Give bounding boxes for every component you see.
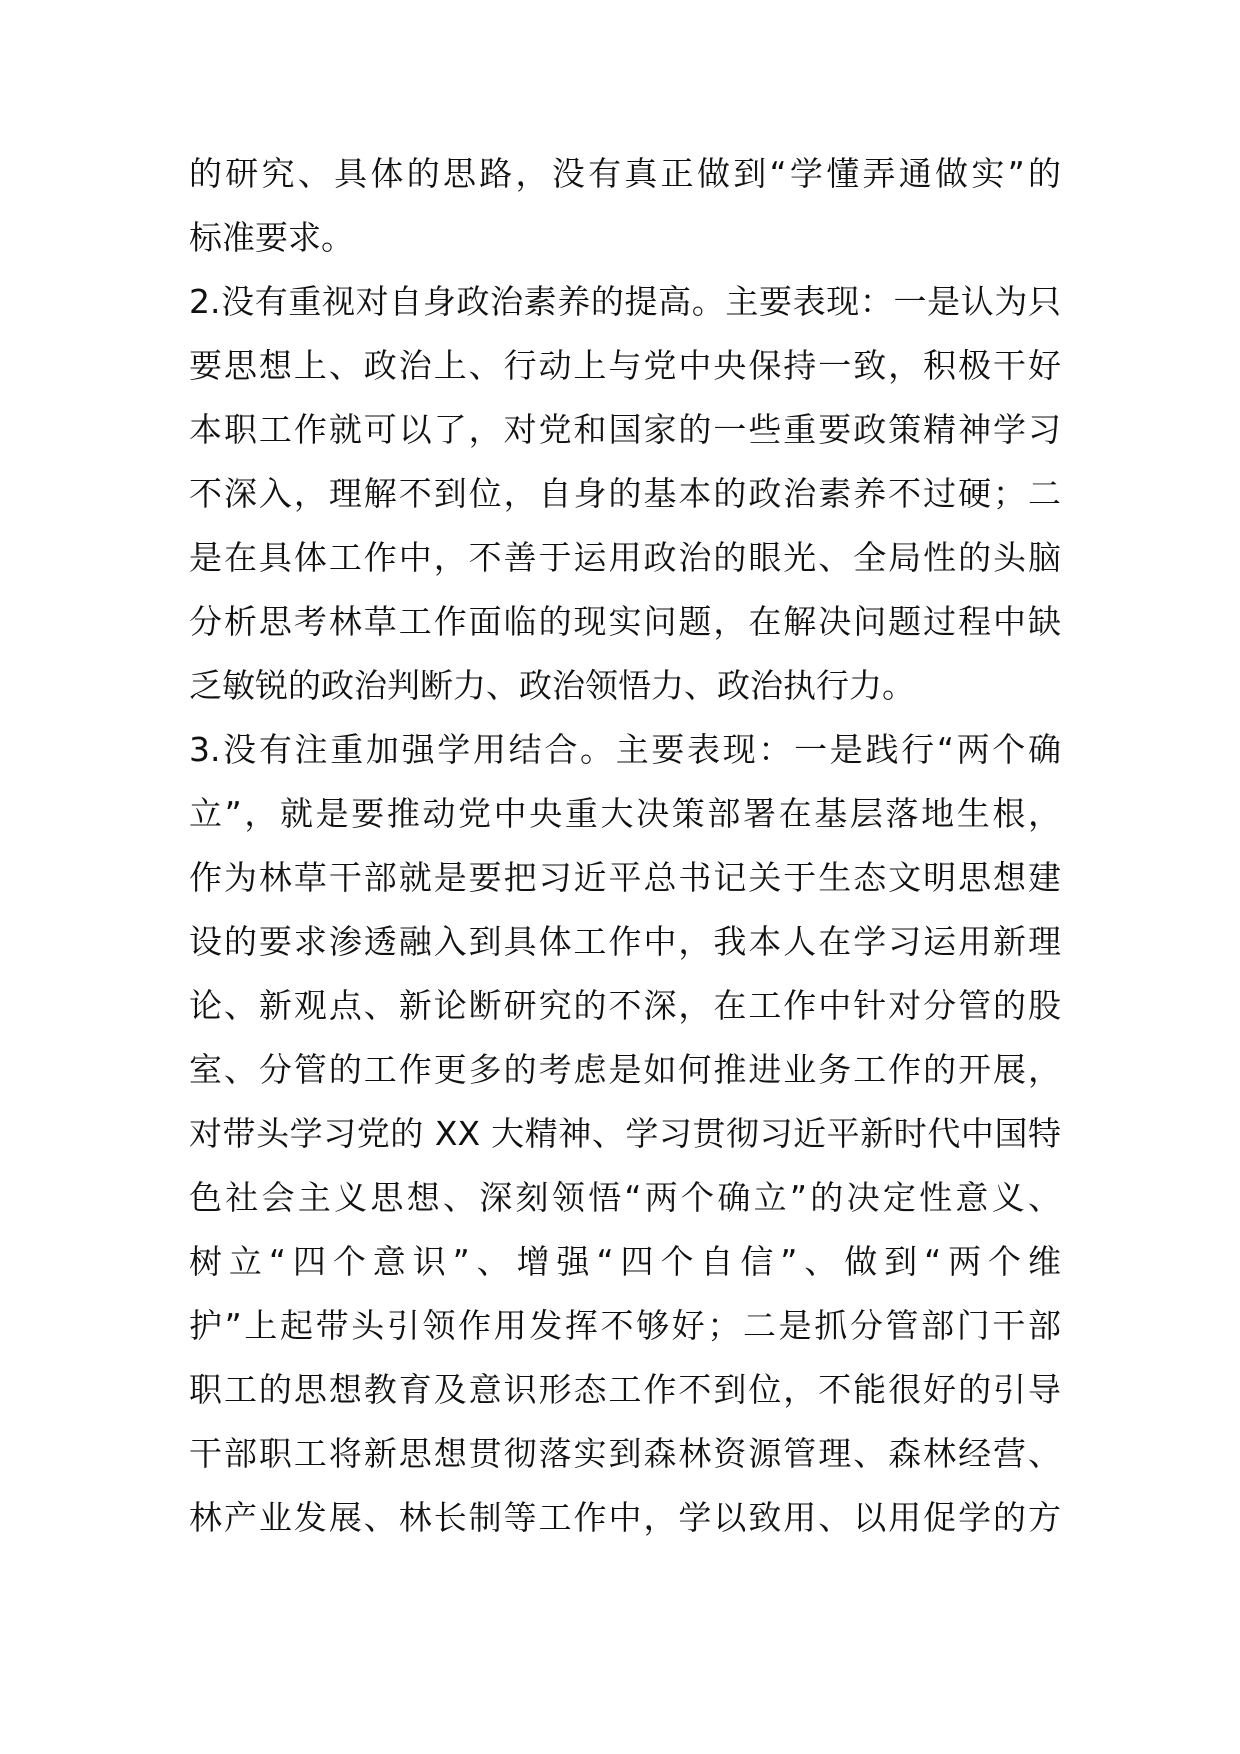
body-text-line: 3.没有注重加强学用结合。主要表现：一是践行“两个确 <box>189 730 1061 769</box>
body-text-line: 立”，就是要推动党中央重大决策部署在基层落地生根， <box>189 794 1061 833</box>
body-text-line: 标准要求。 <box>189 218 354 257</box>
body-text-line: 对带头学习党的 XX 大精神、学习贯彻习近平新时代中国特 <box>189 1114 1061 1153</box>
body-text-line: 的研究、具体的思路，没有真正做到“学懂弄通做实”的 <box>189 154 1061 193</box>
body-text-line: 乏敏锐的政治判断力、政治领悟力、政治执行力。 <box>189 666 915 705</box>
body-text-line: 论、新观点、新论断研究的不深，在工作中针对分管的股 <box>189 986 1061 1025</box>
body-text-line: 职工的思想教育及意识形态工作不到位，不能很好的引导 <box>189 1370 1061 1409</box>
body-text-line: 林产业发展、林长制等工作中，学以致用、以用促学的方 <box>189 1498 1061 1537</box>
body-text-line: 要思想上、政治上、行动上与党中央保持一致，积极干好 <box>189 346 1061 385</box>
body-text-line: 本职工作就可以了，对党和国家的一些重要政策精神学习 <box>189 410 1061 449</box>
body-text-line: 干部职工将新思想贯彻落实到森林资源管理、森林经营、 <box>189 1434 1061 1473</box>
body-text-line: 树立“四个意识”、增强“四个自信”、做到“两个维 <box>189 1242 1061 1281</box>
body-text-line: 是在具体工作中，不善于运用政治的眼光、全局性的头脑 <box>189 538 1061 577</box>
body-text-line: 色社会主义思想、深刻领悟“两个确立”的决定性意义、 <box>189 1178 1061 1217</box>
body-text-line: 护”上起带头引领作用发挥不够好；二是抓分管部门干部 <box>189 1306 1061 1345</box>
body-text-line: 设的要求渗透融入到具体工作中，我本人在学习运用新理 <box>189 922 1061 961</box>
body-text-line: 不深入，理解不到位，自身的基本的政治素养不过硬；二 <box>189 474 1061 513</box>
body-text-line: 2.没有重视对自身政治素养的提高。主要表现：一是认为只 <box>189 282 1061 321</box>
body-text-line: 室、分管的工作更多的考虑是如何推进业务工作的开展， <box>189 1050 1061 1089</box>
body-text-line: 分析思考林草工作面临的现实问题，在解决问题过程中缺 <box>189 602 1061 641</box>
body-text-line: 作为林草干部就是要把习近平总书记关于生态文明思想建 <box>189 858 1061 897</box>
